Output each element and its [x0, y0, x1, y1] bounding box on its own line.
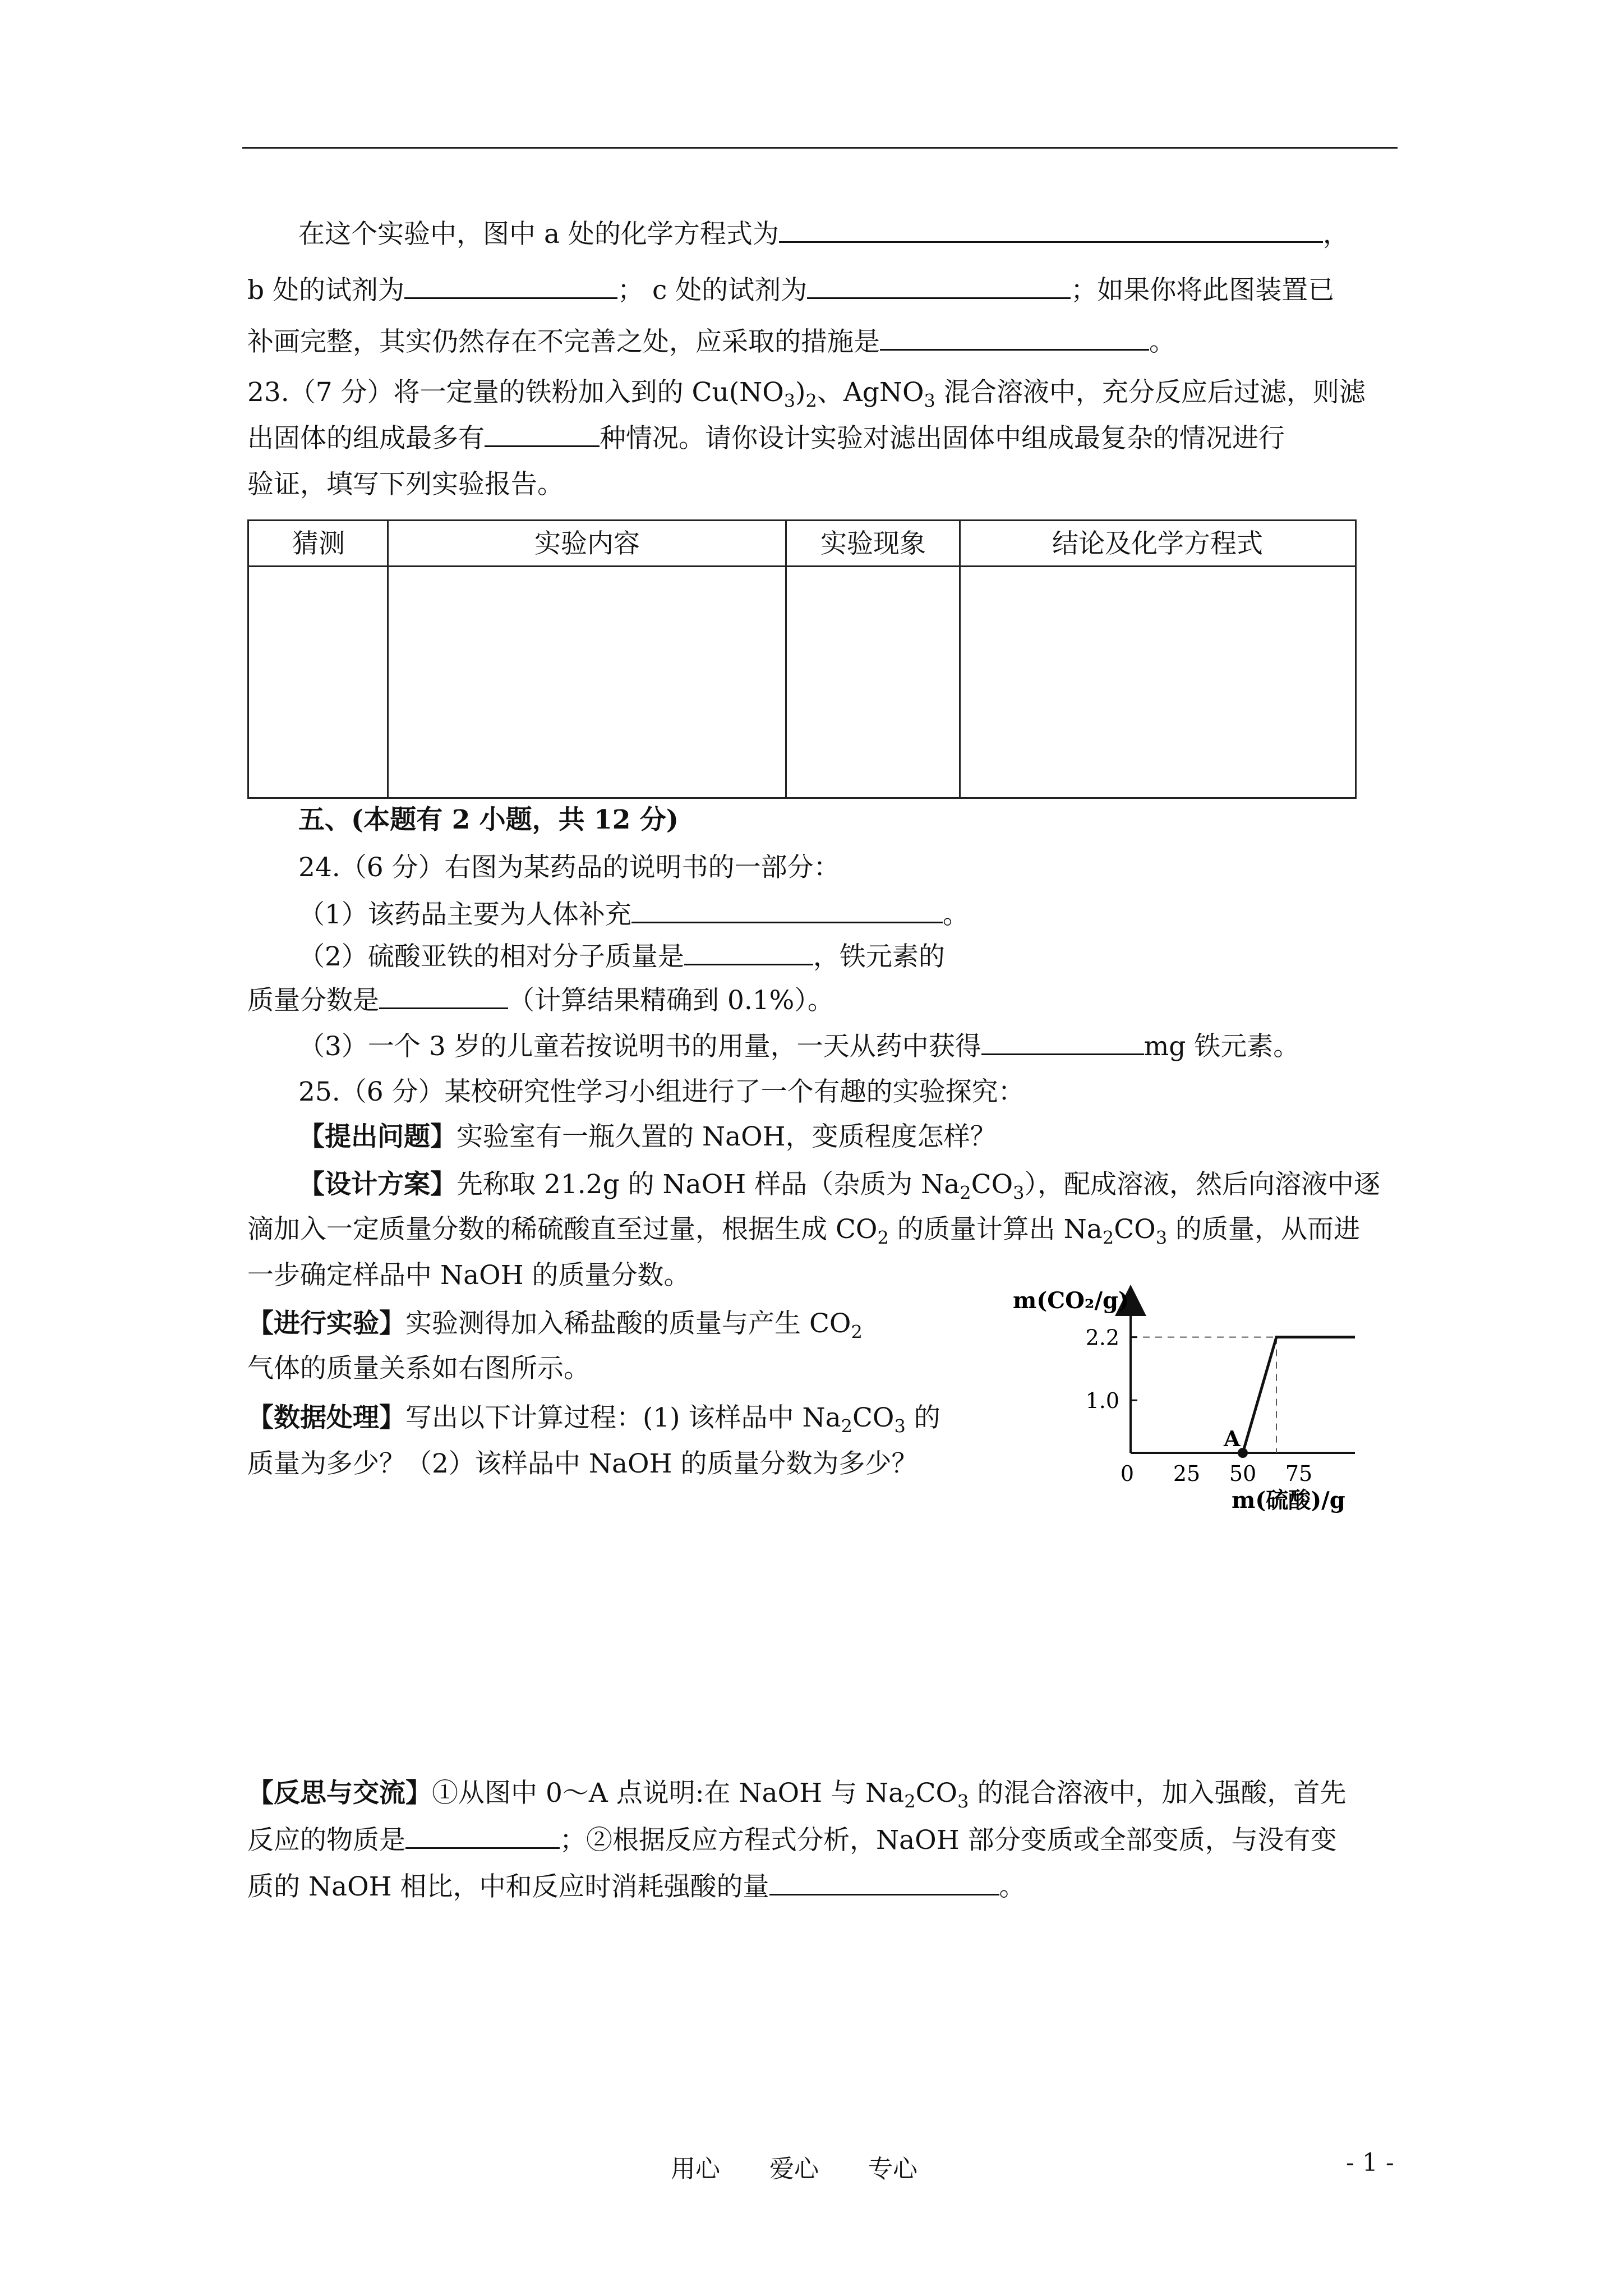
q22-text: b 处的试剂为	[247, 275, 405, 306]
q25-text: CO	[915, 1778, 958, 1809]
q23-text: 混合溶液中，充分反应后过滤，则滤	[935, 377, 1366, 408]
q22-blank-a-equation[interactable]	[779, 215, 1323, 243]
y-axis-label: m(CO₂/g)	[1013, 1287, 1129, 1314]
q25-text-end: 。	[999, 1871, 1026, 1902]
table-cell-phenomenon[interactable]	[787, 567, 959, 797]
q25-intro: 25.（6 分）某校研究性学习小组进行了一个有趣的实验探究：	[298, 1076, 1025, 1107]
subscript: 3	[924, 390, 935, 412]
table-header-guess: 猜测	[249, 521, 388, 567]
q25-text: ；②根据反应方程式分析，NaOH 部分变质或全部变质，与没有变	[560, 1825, 1337, 1856]
q25-text: ），配成溶液，然后向溶液中逐	[1024, 1169, 1380, 1200]
x-tick-label: 75	[1285, 1461, 1313, 1486]
q22-text-end: 。	[1149, 326, 1175, 357]
table-header-phenomenon: 实验现象	[786, 521, 960, 567]
q25-text: 的混合溶液中，加入强酸，首先	[969, 1778, 1347, 1809]
q24-text: 质量分数是	[247, 985, 379, 1016]
q22-text-end: ，	[1322, 219, 1349, 250]
q25-reflect-line1	[247, 1775, 1346, 1819]
q24-part3	[298, 1028, 1299, 1065]
q23-line1	[247, 375, 1366, 418]
q24-blank-fraction[interactable]	[379, 982, 508, 1009]
q25-text: 的质量，从而进	[1167, 1214, 1360, 1245]
q22-text: 补画完整，其实仍然存在不完善之处，应采取的措施是	[247, 326, 880, 357]
table-cell-content[interactable]	[389, 567, 785, 797]
q24-blank-iron-mg[interactable]	[981, 1028, 1144, 1055]
point-a-label: A	[1224, 1426, 1241, 1451]
subscript: 2	[877, 1227, 889, 1249]
table-header-conclusion: 结论及化学方程式	[960, 521, 1355, 567]
subscript: 3	[1013, 1182, 1025, 1204]
q23-text: 种情况。请你设计实验对滤出固体中组成最复杂的情况进行	[600, 423, 1285, 454]
table-header-content: 实验内容	[388, 521, 786, 567]
subscript: 2	[851, 1321, 863, 1343]
q24-blank-molar-mass[interactable]	[684, 938, 813, 965]
tag-reflection: 【反思与交流】	[247, 1778, 432, 1809]
q25-text: CO	[971, 1169, 1013, 1200]
tag-experiment: 【进行实验】	[247, 1308, 405, 1339]
q23-text: 、AgNO	[817, 377, 924, 408]
q25-text: 的质量计算出 Na	[888, 1214, 1103, 1245]
q24-text: （2）硫酸亚铁的相对分子质量是	[298, 941, 684, 972]
experiment-report-table	[247, 519, 1357, 799]
q24-intro: 24.（6 分）右图为某药品的说明书的一部分：	[298, 852, 840, 883]
q25-text: 实验测得加入稀盐酸的质量与产生 CO	[405, 1308, 851, 1339]
page-number: - 1 -	[1346, 2148, 1394, 2177]
y-tick-label: 2.2	[1085, 1325, 1119, 1350]
q24-text: （3）一个 3 岁的儿童若按说明书的用量，一天从药中获得	[298, 1031, 981, 1062]
q25-text: ①从图中 0～A 点说明:在 NaOH 与 Na	[432, 1778, 905, 1809]
x-tick-label: 0	[1120, 1461, 1135, 1486]
q22-blank-measure[interactable]	[880, 323, 1149, 351]
q24-part2	[298, 938, 945, 975]
y-tick-label: 1.0	[1085, 1388, 1119, 1414]
q25-text: 实验室有一瓶久置的 NaOH，变质程度怎样？	[457, 1121, 997, 1152]
footer-slogan: 用心 爱心 专心	[671, 2155, 917, 2183]
subscript: 2	[805, 390, 817, 412]
q23-text: )	[795, 377, 806, 408]
q23-line2	[247, 420, 1285, 457]
q24-part2-line2	[247, 982, 834, 1019]
q25-problem	[298, 1119, 997, 1155]
table-cell-guess[interactable]	[249, 567, 387, 797]
q22-blank-b-reagent[interactable]	[404, 272, 617, 299]
q25-text: 的	[905, 1402, 940, 1433]
q25-text: 滴加入一定质量分数的稀硫酸直至过量，根据生成 CO	[247, 1214, 878, 1245]
q22-text: 在这个实验中，图中 a 处的化学方程式为	[298, 219, 779, 250]
q25-design-line2	[247, 1212, 1360, 1255]
q24-part1	[298, 896, 969, 933]
subscript: 3	[894, 1415, 906, 1437]
q25-design-line3: 一步确定样品中 NaOH 的质量分数。	[247, 1260, 690, 1291]
q22-line3	[247, 323, 1175, 360]
q25-design-line1	[298, 1167, 1380, 1211]
q25-text: 写出以下计算过程：(1) 该样品中 Na	[405, 1402, 841, 1433]
q25-text: 反应的物质是	[247, 1825, 405, 1856]
q23-text: 23.（7 分）将一定量的铁粉加入到的 Cu(NO	[247, 377, 784, 408]
q22-text: ；如果你将此图装置已	[1071, 275, 1335, 306]
subscript: 2	[904, 1791, 916, 1812]
table-cell-conclusion[interactable]	[961, 567, 1353, 797]
q24-blank-supplement[interactable]	[631, 896, 943, 923]
tag-data-processing: 【数据处理】	[247, 1402, 405, 1433]
q24-text-end: 。	[942, 899, 969, 930]
section-five-heading: 五、(本题有 2 小题，共 12 分)	[298, 804, 679, 835]
header-rule	[242, 147, 1398, 149]
q25-text: CO	[852, 1402, 895, 1433]
q25-experiment-line2: 气体的质量关系如右图所示。	[247, 1353, 590, 1384]
q25-text: 质的 NaOH 相比，中和反应时消耗强酸的量	[247, 1871, 769, 1902]
q25-reflect-line3	[247, 1868, 1026, 1905]
q25-text: CO	[1114, 1214, 1156, 1245]
x-axis-label: m(硫酸)/g	[1232, 1487, 1345, 1513]
x-tick-label: 50	[1229, 1461, 1257, 1486]
x-tick-label: 25	[1173, 1461, 1201, 1486]
subscript: 3	[783, 390, 796, 412]
subscript: 2	[841, 1415, 852, 1437]
q25-blank-acid-amount[interactable]	[769, 1868, 999, 1895]
q25-experiment-line1	[247, 1306, 863, 1350]
q24-text: mg 铁元素。	[1144, 1031, 1300, 1062]
subscript: 2	[960, 1182, 971, 1204]
series-line	[1243, 1337, 1355, 1453]
q22-line1	[298, 215, 1349, 252]
q25-data-line2: 质量为多少？（2）该样品中 NaOH 的质量分数为多少？	[247, 1448, 918, 1479]
tag-design: 【设计方案】	[298, 1169, 457, 1200]
q23-text: 出固体的组成最多有	[247, 423, 485, 454]
co2-mass-chart	[1002, 1278, 1389, 1519]
subscript: 2	[1102, 1227, 1114, 1249]
q22-text: ； c 处的试剂为	[617, 275, 808, 306]
q24-text: （1）该药品主要为人体补充	[298, 899, 631, 930]
subscript: 3	[957, 1791, 969, 1812]
q24-text: （计算结果精确到 0.1%）。	[508, 985, 834, 1016]
q25-text: 先称取 21.2g 的 NaOH 样品（杂质为 Na	[457, 1169, 960, 1200]
q24-text: ，铁元素的	[813, 941, 945, 972]
q25-blank-first-reactant[interactable]	[405, 1821, 560, 1849]
q25-data-line1	[247, 1400, 940, 1444]
q22-blank-c-reagent[interactable]	[807, 272, 1071, 299]
q22-line2	[247, 272, 1334, 309]
subscript: 3	[1155, 1227, 1168, 1249]
q23-blank-count[interactable]	[485, 420, 600, 447]
q23-line3: 验证，填写下列实验报告。	[247, 469, 564, 500]
q25-reflect-line2	[247, 1821, 1337, 1858]
tag-raise-question: 【提出问题】	[298, 1121, 457, 1152]
